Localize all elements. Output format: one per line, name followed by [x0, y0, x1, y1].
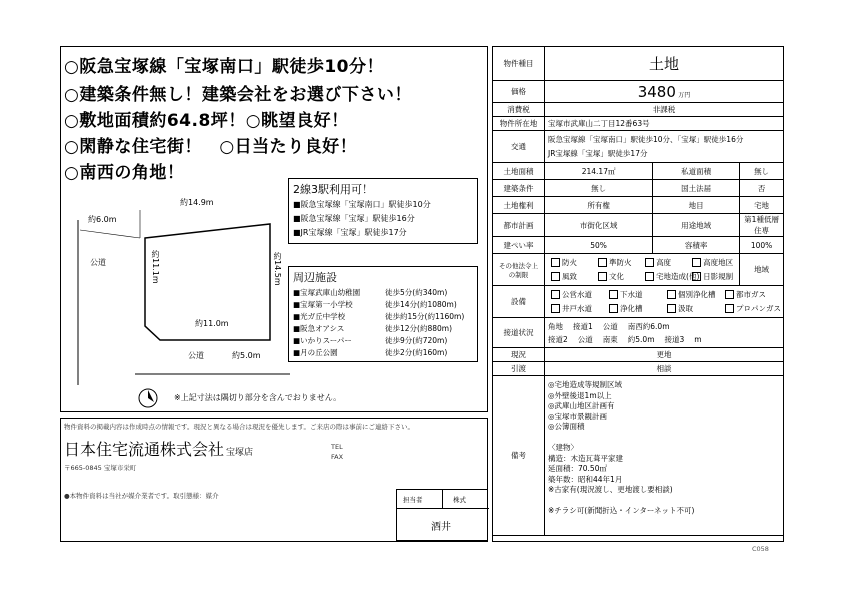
facilities-label: 設備	[493, 286, 545, 318]
spec-field-label: 土地権利	[493, 197, 545, 214]
dim-inner: 約11.1m	[151, 250, 160, 284]
spec-table	[492, 46, 784, 536]
map-note: ※上記寸法は隅切り部分を含んでおりません。	[174, 393, 342, 402]
remarks-line	[548, 433, 780, 444]
facility-distance: 徒歩5分(約340m)	[385, 288, 448, 297]
remarks-cell	[545, 376, 784, 536]
checkbox-icon	[609, 290, 618, 299]
checkbox-icon	[598, 272, 607, 281]
remarks-label: 備考	[493, 376, 545, 536]
checkbox-icon	[692, 272, 701, 281]
checkbox-item	[548, 270, 595, 284]
road-field: 接道3	[664, 334, 685, 344]
road-field: 約5.0m	[627, 334, 655, 344]
company-tel-label: TEL	[331, 443, 343, 451]
road-field: 接道1	[573, 321, 593, 331]
transport-label: 交通	[493, 131, 545, 163]
remarks-line: ◎外壁後退1m以上	[548, 390, 612, 400]
spec-field-label: 建ぺい率	[493, 237, 545, 254]
surroundings-item	[293, 299, 475, 311]
surroundings-item	[293, 311, 475, 323]
surroundings-box	[288, 266, 478, 362]
spec-field-label: 国土法届	[653, 180, 740, 197]
tax-label: 消費税	[493, 103, 545, 117]
spec-field-value: 214.17㎡	[545, 163, 653, 180]
dim-right: 約14.5m	[273, 252, 282, 286]
remarks-line: 築年数：昭和44年1月	[548, 474, 623, 484]
facility-name: ■宝塚武庫山幼稚園	[293, 288, 361, 297]
road-line-1	[548, 320, 780, 333]
spec-field-label: 用途地域	[653, 214, 740, 237]
surroundings-item	[293, 347, 475, 359]
remarks-line: ※古家有(現況渡し、更地渡し要相談)	[548, 485, 673, 494]
spec-field-label: 容積率	[653, 237, 740, 254]
spec-field-value: 100%	[740, 237, 784, 254]
checkbox-label: 汲取	[678, 303, 693, 313]
remarks-line: ※チラシ可(新聞折込・インターネット不可)	[548, 506, 695, 515]
checkbox-label: 準防火	[609, 257, 632, 267]
checkbox-icon	[692, 258, 701, 267]
checkbox-label: 宅地造成(他)	[656, 271, 700, 281]
remarks-line: ◎公簿面積	[548, 422, 585, 431]
headline-5: ○南西の角地！	[64, 163, 185, 183]
facility-name: ■宝塚第一小学校	[293, 300, 353, 309]
checkbox-item	[606, 302, 664, 316]
price-cell	[545, 81, 784, 103]
spec-field-value: 市街化区域	[545, 214, 653, 237]
spec-field-value: 宅地	[740, 197, 784, 214]
access-line: ■阪急宝塚線「宝塚南口」駅徒歩10分	[293, 200, 431, 209]
spec-field-label: 土地面積	[493, 163, 545, 180]
price-unit: 万円	[678, 91, 691, 99]
tax-value: 非課税	[545, 103, 784, 117]
type-label: 物件種目	[493, 47, 545, 81]
restrictions-label: その他法令上の制限	[493, 254, 545, 286]
facility-name: ■阪急オアシス	[293, 324, 345, 333]
checkbox-item	[642, 256, 689, 270]
restriction-right: 地域	[740, 254, 784, 286]
remarks-line: 延面積：70.50㎡	[548, 464, 607, 473]
company-disclaimer: 物件資料の掲載内容は作成時点の情報です。現況と異なる場合は現況を優先します。ご来店の際は事前にご連絡下さい。	[64, 423, 414, 431]
facility-distance: 徒歩約15分(約1160m)	[385, 312, 465, 321]
checkbox-label: 浄化槽	[620, 303, 643, 313]
checkbox-item	[689, 256, 736, 270]
checkbox-icon	[667, 304, 676, 313]
checkbox-item	[642, 270, 700, 284]
status-label: 現況	[493, 348, 545, 362]
checkbox-item	[722, 302, 780, 316]
checkbox-icon	[551, 258, 560, 267]
checkbox-icon	[725, 290, 734, 299]
checkbox-item	[606, 288, 664, 302]
type-value: 土地	[545, 47, 784, 81]
checkbox-label: 公営水道	[562, 289, 592, 299]
road-field: 南東	[602, 334, 618, 344]
road-label: 接道状況	[493, 318, 545, 348]
checkbox-item	[548, 288, 606, 302]
road-left-label: 公道	[90, 258, 106, 267]
headline-3: ○敷地面積約64.8坪！○眺望良好！	[64, 111, 349, 131]
checkbox-label: プロパンガス	[736, 303, 781, 313]
checkbox-icon	[645, 258, 654, 267]
delivery-value: 相談	[545, 362, 784, 376]
headline-2: ○建築条件無し！建築会社をお選び下さい！	[64, 85, 412, 105]
checkbox-label: 高度	[656, 257, 672, 267]
road-field: m	[694, 334, 702, 344]
spec-field-value: 無し	[740, 163, 784, 180]
spec-field-value: 50%	[545, 237, 653, 254]
headline-4: ○閑静な住宅街！ ○日当たり良好！	[64, 137, 358, 157]
transport-line: JR宝塚線「宝塚」駅徒歩17分	[548, 148, 648, 158]
road-field: 接道2	[548, 334, 568, 344]
company-name: 日本住宅流通株式会社 宝塚店	[64, 440, 254, 459]
checkbox-label: 防火	[562, 257, 577, 267]
road-bottom-width: 約5.0m	[232, 351, 261, 360]
delivery-label: 引渡	[493, 362, 545, 376]
checkbox-icon	[551, 290, 560, 299]
spec-field-value: 所有権	[545, 197, 653, 214]
access-title: 2線3駅利用可！	[293, 183, 373, 196]
checkbox-item	[664, 302, 722, 316]
company-footer-note: ●本物件資料は当社が媒介業者です。取引態様：媒介	[64, 492, 219, 500]
remarks-line: 〈建物〉	[548, 443, 578, 452]
company-address: 〒665-0845 宝塚市栄町	[64, 464, 137, 472]
stamp-box	[396, 489, 488, 541]
remarks-line: ◎武庫山地区計画有	[548, 401, 615, 410]
checkbox-label: 日影規制	[703, 271, 734, 281]
dim-top: 約14.9m	[180, 198, 214, 207]
checkbox-label: 都市ガス	[736, 289, 766, 299]
surroundings-title: 周辺施設	[293, 271, 337, 284]
checkbox-label: 文化	[609, 271, 625, 281]
company-panel	[60, 418, 488, 542]
staff-name: 酒井	[431, 522, 451, 533]
surroundings-item	[293, 287, 475, 299]
checkbox-icon	[609, 304, 618, 313]
remarks-line: ◎宝塚市景観計画	[548, 411, 608, 421]
checkbox-item	[722, 288, 780, 302]
document-code: C058	[752, 545, 769, 553]
location-value: 宝塚市武庫山二丁目12番63号	[545, 117, 784, 131]
road-field: 南西約6.0m	[627, 321, 670, 331]
checkbox-icon	[598, 258, 607, 267]
checkbox-icon	[645, 272, 654, 281]
facility-name: ■いかりスーパー	[293, 336, 352, 345]
road-field: 公道	[602, 321, 618, 331]
checkbox-icon	[551, 272, 560, 281]
facility-name: ■月の丘公園	[293, 348, 338, 357]
remarks-line	[548, 496, 780, 507]
headline-1: ○阪急宝塚線「宝塚南口」駅徒歩10分！	[64, 57, 384, 77]
company-fax-label: FAX	[331, 453, 344, 461]
access-line: ■阪急宝塚線「宝塚」駅徒歩16分	[293, 214, 415, 223]
dim-left: 約6.0m	[88, 215, 117, 224]
checkbox-label: 下水道	[620, 289, 643, 299]
location-label: 物件所在地	[493, 117, 545, 131]
road-field: 公道	[577, 334, 593, 344]
checkbox-item	[548, 256, 595, 270]
price-value: 3480	[637, 82, 676, 101]
checkbox-item	[595, 270, 642, 284]
checkbox-label: 個別浄化槽	[678, 289, 716, 299]
checkbox-item	[689, 270, 736, 284]
facility-distance: 徒歩12分(約880m)	[385, 324, 453, 333]
surroundings-item	[293, 335, 475, 347]
transport-line: 阪急宝塚線「宝塚南口」駅徒歩10分、「宝塚」駅徒歩16分	[548, 134, 744, 144]
status-value: 更地	[545, 348, 784, 362]
facility-distance: 徒歩14分(約1080m)	[385, 300, 457, 309]
access-box	[288, 178, 478, 244]
surroundings-item	[293, 323, 475, 335]
checkbox-icon	[551, 304, 560, 313]
remarks-line: ◎宅地造成等規制区域	[548, 380, 623, 389]
price-label: 価格	[493, 81, 545, 103]
remarks-line: 構造：木造瓦葺平家建	[548, 453, 623, 463]
spec-field-label: 都市計画	[493, 214, 545, 237]
checkbox-item	[595, 256, 642, 270]
spec-field-value: 否	[740, 180, 784, 197]
facility-name: ■光ガ丘中学校	[293, 312, 346, 321]
checkbox-icon	[725, 304, 734, 313]
facilities-cell	[545, 286, 784, 318]
transport-cell	[545, 131, 784, 163]
road-cell	[545, 318, 784, 348]
checkbox-icon	[667, 290, 676, 299]
checkbox-item	[664, 288, 722, 302]
access-line: ■JR宝塚線「宝塚」駅徒歩17分	[293, 228, 407, 237]
spec-field-value: 第1種低層住専	[740, 214, 784, 237]
spec-field-value: 無し	[545, 180, 653, 197]
stamp-label: 株式	[453, 496, 466, 504]
dim-bottom: 約11.0m	[195, 319, 229, 328]
stamp-label: 担当者	[403, 496, 423, 504]
checkbox-label: 風致	[562, 271, 577, 281]
checkbox-label: 高度地区	[703, 257, 734, 267]
checkbox-item	[548, 302, 606, 316]
spec-field-label: 地目	[653, 197, 740, 214]
facility-distance: 徒歩2分(約160m)	[385, 348, 448, 357]
facility-distance: 徒歩9分(約720m)	[385, 336, 448, 345]
checkbox-label: 井戸水道	[562, 303, 592, 313]
road-field: 角地	[548, 321, 563, 331]
spec-field-label: 建築条件	[493, 180, 545, 197]
spec-field-label: 私道面積	[653, 163, 740, 180]
restrictions-cell	[545, 254, 740, 286]
road-bottom-label: 公道	[188, 351, 204, 360]
road-line-2	[548, 333, 780, 346]
